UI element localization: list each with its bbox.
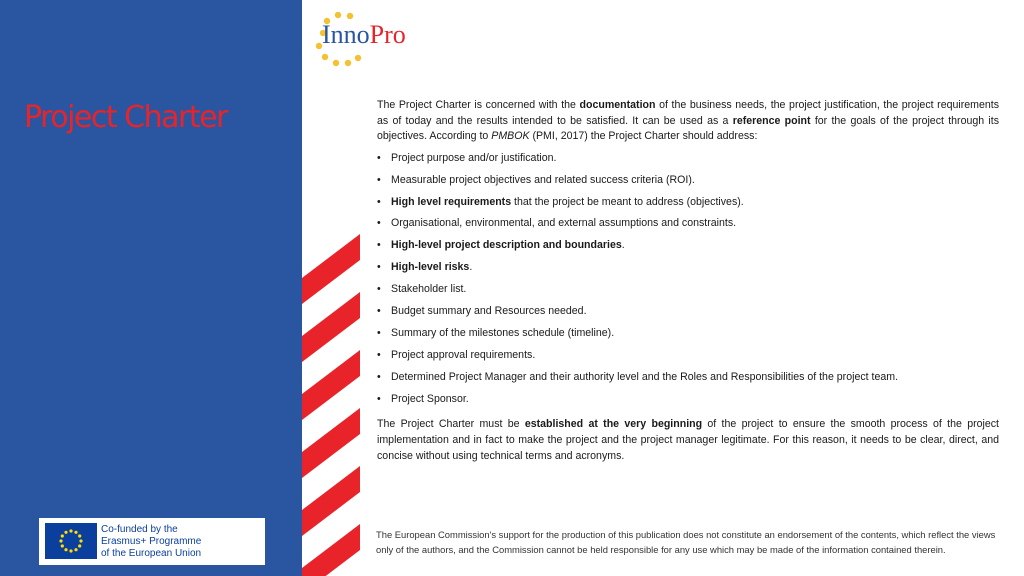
bullet-item: • Project approval requirements. xyxy=(377,348,536,361)
left-blue-panel xyxy=(0,0,302,576)
charter-bullet-list xyxy=(377,151,999,414)
bullet-item: • Organisational, environmental, and external assumptions and constraints. xyxy=(377,217,737,230)
chevron-4 xyxy=(302,408,360,478)
closing-paragraph: The Project Charter must be established at the very beginning of the project to ensure the smooth process of the project implementation and in fact to make the project and the project manager legitimate. For this reason, it needs to be clear, direct, and concise without using technical terms and acronyms. xyxy=(377,418,999,462)
bullet-item: • High-level project description and boundaries. xyxy=(377,239,625,252)
eu-cofunding-text: Co-funded by the Erasmus+ Programme of the European Union xyxy=(101,524,202,559)
intro-paragraph: The Project Charter is concerned with the documentation of the business needs, the project justification, the project requirements as of today and the results intended to be satisfied. It can be used as a reference point for the goals of the project through its objectives. According to PMBOK (PMI, 2017) the Project Charter should address: xyxy=(377,99,1000,143)
bullet-item: • Budget summary and Resources needed. xyxy=(377,305,587,318)
bullet-item: • High level requirements that the project be meant to address (objectives). xyxy=(377,195,744,208)
chevron-stripe xyxy=(302,0,360,576)
chevron-pattern xyxy=(302,0,360,576)
bullet-item: • High-level risks. xyxy=(377,261,473,274)
slide-title: Project Charter xyxy=(24,100,227,135)
chevron-5 xyxy=(302,466,360,536)
bullet-item: • Project Sponsor. xyxy=(377,392,469,405)
logo-wordmark: InnoPro xyxy=(322,20,406,49)
chevron-3 xyxy=(302,350,360,420)
erasmus-cofunding-badge xyxy=(39,518,265,565)
eu-stars xyxy=(45,523,97,559)
eu-flag-icon xyxy=(45,523,97,559)
charter-content xyxy=(377,98,999,464)
bullet-item: • Project purpose and/or justification. xyxy=(377,151,557,164)
chevron-6 xyxy=(302,524,360,576)
bullet-item: • Summary of the milestones schedule (timeline). xyxy=(377,326,615,339)
chevron-2 xyxy=(302,292,360,362)
bullet-item: • Stakeholder list. xyxy=(377,283,467,296)
bullet-item: • Determined Project Manager and their authority level and the Roles and Responsibilities of the project team. xyxy=(377,370,899,383)
bullet-item: • Measurable project objectives and related success criteria (ROI). xyxy=(377,173,695,186)
chevron-1 xyxy=(302,234,360,304)
eu-disclaimer: The European Commission's support for the production of this publication does not constitute an endorsement of the contents, which reflect the views only of the authors, and the Commission cannot be held responsible for any use which may be made of the information contained therein. xyxy=(376,529,996,555)
